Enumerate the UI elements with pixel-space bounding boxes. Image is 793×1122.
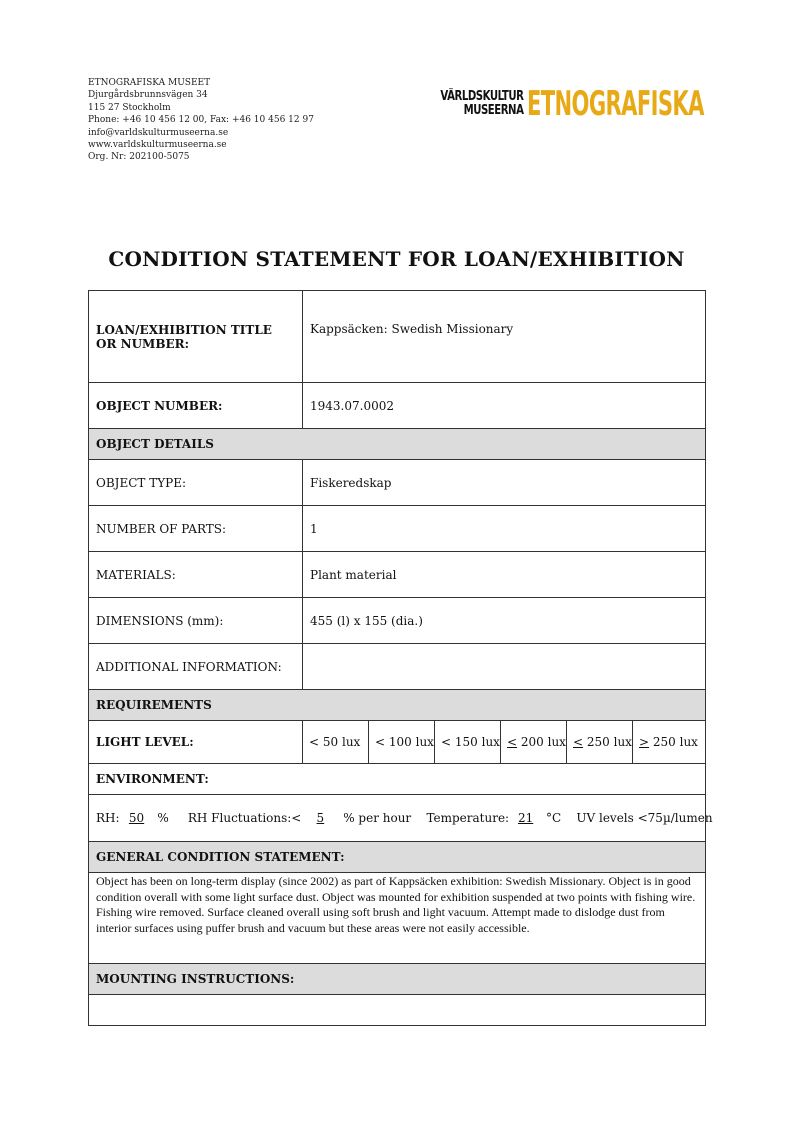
dimensions-row [89,598,706,644]
light-option-symbol: < [441,735,452,749]
loan-title-field[interactable]: Kappsäcken: Swedish Missionary [303,291,706,383]
light-option-over-250[interactable] [633,721,706,764]
temperature-label: Temperature: [426,811,510,825]
mounting-heading: MOUNTING INSTRUCTIONS: [89,964,706,995]
light-option-value: 200 lux [520,735,566,749]
light-option-symbol: < [507,735,518,749]
number-of-parts-row [89,506,706,552]
light-option-150[interactable] [435,721,501,764]
temperature-field[interactable]: 21 [517,811,534,825]
environment-heading-row [89,764,706,795]
mounting-instructions-field[interactable] [89,995,706,1026]
condition-heading: GENERAL CONDITION STATEMENT: [89,842,706,873]
requirements-section [89,690,706,721]
dimensions-field[interactable]: 455 (l) x 155 (dia.) [303,598,706,644]
materials-row [89,552,706,598]
light-option-value: 250 lux [586,735,632,749]
dimensions-label: DIMENSIONS (mm): [89,598,303,644]
rh-fluctuation-label: RH Fluctuations:< [187,811,302,825]
light-option-value: 250 lux [652,735,698,749]
condition-row [89,873,706,964]
object-type-label: OBJECT TYPE: [89,460,303,506]
logo-line2: MUSEERNA [463,103,524,118]
temperature-unit: °C [545,811,562,825]
condition-statement-text[interactable]: Object has been on long-term display (since 2002) as part of Kappsäcken exhibition: Swedish Missionary. Object is in good condition overall with some light surface dust. Object was mounted for exhibition suspended at two points with fishing wire. Fishing wire removed. Surface cleaned overall using soft brush and light vacuum. Attempt made to dislodge dust from interior surfaces using puffer brush and vacuum but these areas were not easily accessible. [89,873,706,964]
object-details-section [89,429,706,460]
loan-title-row [89,291,706,383]
light-option-symbol: < [375,735,386,749]
number-of-parts-label: NUMBER OF PARTS: [89,506,303,552]
address-line: Djurgårdsbrunnsvägen 34 [88,90,208,101]
light-level-label: LIGHT LEVEL: [89,721,303,764]
address-line: info@varldskulturmuseerna.se [88,127,229,138]
light-option-250[interactable] [567,721,633,764]
address-line: www.varldskulturmuseerna.se [88,140,227,151]
address-line: Phone: +46 10 456 12 00, Fax: +46 10 456 12 97 [88,115,314,126]
mounting-section [89,964,706,995]
object-details-heading: OBJECT DETAILS [89,429,706,460]
additional-info-row [89,644,706,690]
page-title: CONDITION STATEMENT FOR LOAN/EXHIBITION [108,247,685,271]
museum-address-block [88,77,314,164]
address-line: 115 27 Stockholm [88,102,171,113]
materials-field[interactable]: Plant material [303,552,706,598]
light-option-100[interactable] [369,721,435,764]
light-option-200[interactable] [501,721,567,764]
number-of-parts-field[interactable]: 1 [303,506,706,552]
rh-unit: % [157,811,169,825]
mounting-row [89,995,706,1026]
light-option-50[interactable] [303,721,369,764]
light-option-symbol: < [573,735,584,749]
rh-fluctuation-field[interactable]: 5 [316,811,325,825]
additional-info-label: ADDITIONAL INFORMATION: [89,644,303,690]
rh-fluctuation-unit: % per hour [343,811,412,825]
object-type-field[interactable]: Fiskeredskap [303,460,706,506]
requirements-heading: REQUIREMENTS [89,690,706,721]
address-line: Org. Nr: 202100-5075 [88,152,190,163]
light-option-symbol: > [639,735,650,749]
condition-form-table [88,290,713,1026]
additional-info-field[interactable] [303,644,706,690]
light-option-value: 150 lux [454,735,500,749]
museum-logo [417,84,793,124]
rh-label: RH: [96,811,120,825]
materials-label: MATERIALS: [89,552,303,598]
light-level-row [89,721,706,764]
object-number-label: OBJECT NUMBER: [89,383,303,429]
object-number-field[interactable]: 1943.07.0002 [303,383,706,429]
object-number-row [89,383,706,429]
environment-heading: ENVIRONMENT: [89,764,706,795]
environment-values [89,795,713,842]
rh-field[interactable]: 50 [128,811,145,825]
loan-title-label: LOAN/EXHIBITION TITLE OR NUMBER: [89,291,303,383]
light-option-value: 100 lux [388,735,434,749]
logo-wordmark-left [440,90,523,118]
logo-brand: ETNOGRAFISKA [527,84,705,124]
uv-levels-text: UV levels <75µ/lumen [576,811,713,825]
environment-row [89,795,706,842]
light-option-value: 50 lux [322,735,361,749]
logo-line1: VÄRLDSKULTUR [440,89,524,104]
object-type-row [89,460,706,506]
address-line: ETNOGRAFISKA MUSEET [88,78,211,88]
light-option-symbol: < [309,735,320,749]
condition-section [89,842,706,873]
